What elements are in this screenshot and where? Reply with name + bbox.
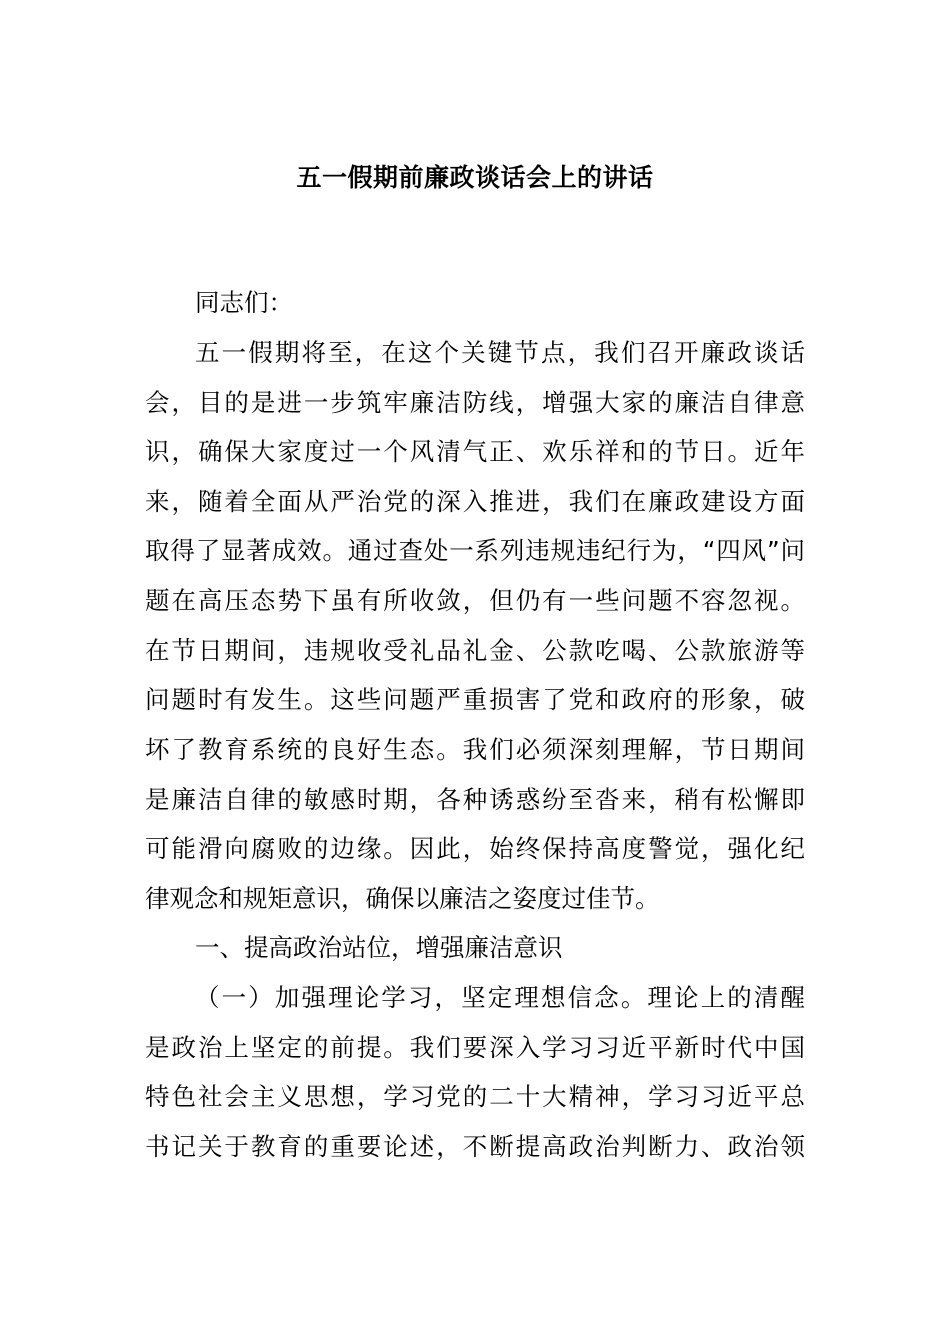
document-title: 五一假期前廉政谈话会上的讲话 [296,163,654,192]
greeting: 同志们： [195,288,293,317]
body-line: 是廉洁自律的敏感时期，各种诱惑纷至沓来，稍有松懈即 [145,785,805,814]
body-line: 取得了显著成效。通过查处一系列违规违纪行为，“四风”问 [145,536,805,565]
body-line: 识，确保大家度过一个风清气正、欢乐祥和的节日。近年 [145,437,805,466]
body-line: 会，目的是进一步筑牢廉洁防线，增强大家的廉洁自律意 [145,388,805,417]
body-line: 律观念和规矩意识，确保以廉洁之姿度过佳节。 [145,884,660,913]
body-line: 书记关于教育的重要论述，不断提高政治判断力、政治领 [145,1132,805,1161]
body-line: 坏了教育系统的良好生态。我们必须深刻理解，节日期间 [145,735,805,764]
body-line: 问题时有发生。这些问题严重损害了党和政府的形象，破 [145,685,805,714]
body-line: 题在高压态势下虽有所收敛，但仍有一些问题不容忽视。 [145,586,805,615]
body-line: 五一假期将至，在这个关键节点，我们召开廉政谈话 [195,338,805,367]
body-line: 在节日期间，违规收受礼品礼金、公款吃喝、公款旅游等 [145,636,805,665]
body-line: 来，随着全面从严治党的深入推进，我们在廉政建设方面 [145,487,805,516]
body-line: 可能滑向腐败的边缘。因此，始终保持高度警觉，强化纪 [145,834,805,863]
body-line: 特色社会主义思想，学习党的二十大精神，学习习近平总 [145,1082,805,1111]
section-heading: 一、提高政治站位，增强廉洁意识 [195,933,563,962]
body-line: 是政治上坚定的前提。我们要深入学习习近平新时代中国 [145,1033,805,1062]
subsection-line: （一）加强理论学习，坚定理想信念。理论上的清醒 [195,983,805,1012]
